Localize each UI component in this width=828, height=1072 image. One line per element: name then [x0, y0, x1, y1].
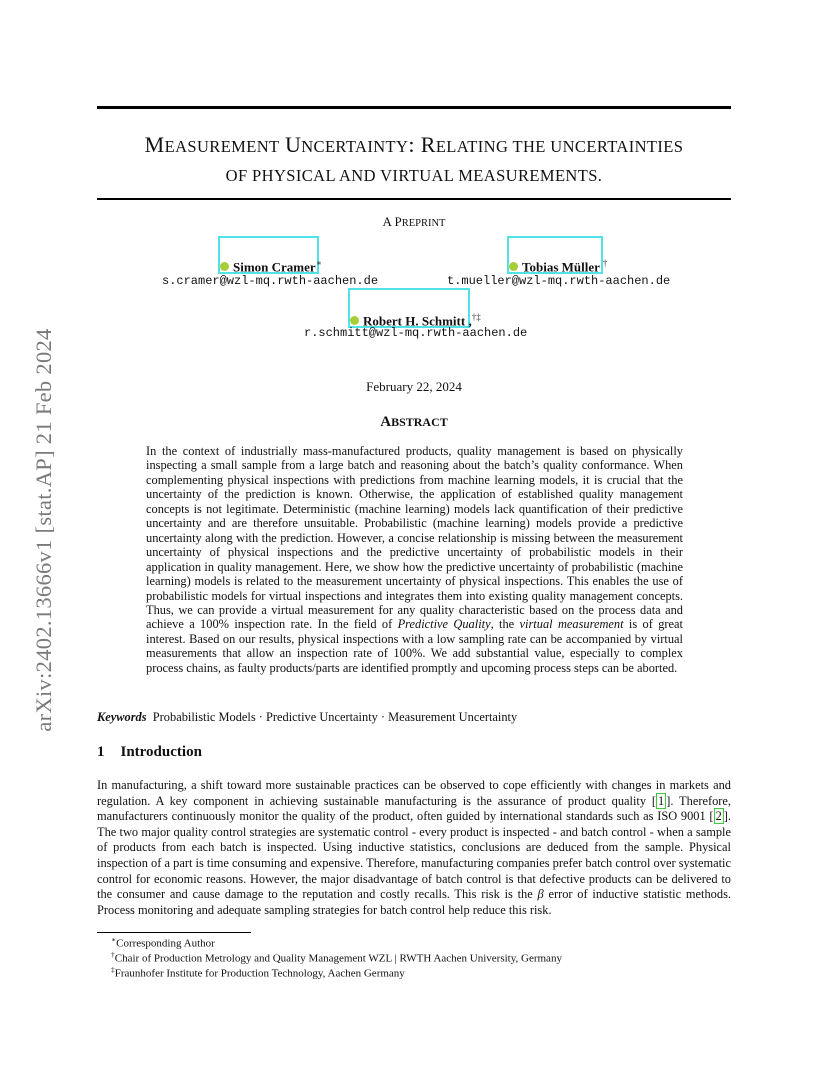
title-bottom-rule: [97, 198, 731, 200]
paper-title: [97, 130, 731, 190]
title-word-3: ELATING THE UNCERTAINTIES: [435, 137, 684, 156]
author-1-mark: ∗: [315, 258, 322, 268]
publication-date: February 22, 2024: [366, 379, 462, 394]
abstract-heading-cap: A: [380, 414, 392, 430]
footnote-2-mark: †: [111, 950, 115, 959]
orcid-icon[interactable]: [509, 262, 518, 271]
title-word-2: NCERTAINTY: [301, 137, 409, 156]
author-2[interactable]: [509, 258, 607, 275]
author-1-name: Simon Cramer: [233, 259, 316, 275]
abstract-emphasis-2: virtual measurement: [519, 617, 624, 632]
author-2-email[interactable]: t.mueller@wzl-mq.rwth-aachen.de: [447, 274, 671, 288]
author-2-name: Tobias Müller: [522, 259, 600, 275]
intro-text-4: error of inductive statistic methods. Process monitoring and adequate sampling strategies for batch control help reduce this risk.: [97, 887, 731, 917]
preprint-rest: REPRINT: [401, 218, 446, 229]
footnote-3-mark: ‡: [111, 965, 115, 974]
abstract-text-3: is of great interest. Based on our results, physical inspections with a low sampling rate can be accompanied by virtual measurements that allow an inspection rate of 100%. We add substantial value, especially to complex process chains, as faulty products/parts are identified promptly and upcoming process steps can be aborted.: [146, 617, 683, 675]
title-line-2: [97, 161, 731, 190]
abstract-body: [146, 444, 683, 675]
title-cap-u: U: [284, 132, 302, 157]
footnote-3-text: Fraunhofer Institute for Production Technology, Aachen Germany: [114, 967, 405, 980]
section-title: Introduction: [120, 744, 202, 760]
footnote-3: [111, 965, 405, 980]
footnote-1-mark: ∗: [111, 935, 117, 944]
author-2-mark: †: [602, 258, 608, 268]
section-number: 1: [97, 744, 105, 760]
footnote-2: [111, 950, 562, 965]
author-3[interactable]: Robert H. Schmitt ,†‡: [350, 312, 481, 329]
top-rule: [97, 106, 731, 109]
intro-text-3: ]. The two major quality control strategies are systematic control - every product is inspected - and batch control - when a sample of products from each batch is inspected. Using inductive statistics, conclusions are deduced from the sample. Physical inspection of a part is time consuming and expensive. Therefore, manufacturing companies prefer batch control over systematic control for economic reasons. However, the major disadvantage of batch control is that defective products can be delivered to the consumer and cause damage to the reputation and costly recalls. This risk is the: [97, 809, 731, 902]
orcid-icon[interactable]: [350, 316, 359, 325]
author-3-email[interactable]: r.schmitt@wzl-mq.rwth-aachen.de: [304, 326, 528, 340]
author-3-mark: †‡: [471, 312, 481, 322]
preprint-cap: A P: [382, 214, 402, 229]
intro-text-1: In manufacturing, a shift toward more sustainable practices can be observed to cope efficiently with changes in markets and regulation. A key component in achieving sustainable manufacturing is the assurance of product quality [: [97, 778, 731, 808]
keywords: [97, 710, 517, 725]
author-1-email[interactable]: s.cramer@wzl-mq.rwth-aachen.de: [162, 274, 379, 288]
abstract-emphasis-1: Predictive Quality: [397, 617, 491, 632]
abstract-text-1: In the context of industrially mass-manufactured products, quality management is based on physically inspecting a small sample from a large batch and reasoning about the batch’s quality conformance. When complementing physical inspections with predictions from machine learning models, it is crucial that the uncertainty of the prediction is known. Otherwise, the application of established quality management concepts is not legitimate. Deterministic (machine learning) models lack quantification of their predictive uncertainty and are therefore unsuitable. Probabilistic (machine learning) models provide a predictive uncertainty along with the prediction. However, a concise relationship is missing between the measurement uncertainty of physical inspections and the predictive uncertainty of probabilistic models in their application in quality management. Here, we show how the predictive uncertainty of probabilistic (machine learning) models is related to the measurement uncertainty of physical inspections. This enables the use of probabilistic models for virtual inspections and integrates them into existing quality management concepts. Thus, we can provide a virtual measurement for any quality characteristic based on the process data and achieve a 100% inspection rate. In the field of: [146, 444, 683, 632]
keywords-text: Probabilistic Models · Predictive Uncertainty · Measurement Uncertainty: [152, 710, 518, 724]
title-line-1: [97, 130, 731, 161]
section-heading: [97, 744, 202, 761]
title-word-1: EASUREMENT: [164, 137, 280, 156]
author-1[interactable]: [220, 258, 322, 275]
title-cap-r: : R: [408, 132, 436, 157]
citation-link-2[interactable]: 2: [715, 809, 722, 824]
footnote-1: [111, 935, 215, 950]
abstract-heading: [97, 414, 731, 431]
title-cap-m: M: [144, 132, 165, 157]
footnote-2-text: Chair of Production Metrology and Quality Management WZL | RWTH Aachen University, Germany: [114, 952, 562, 965]
preprint-label: [97, 214, 731, 230]
intro-text-2: ]. Therefore, manufacturers continuously monitor the quality of the product, often guided by international standards such as ISO 9001 [: [97, 793, 731, 824]
abstract-heading-rest: BSTRACT: [391, 415, 448, 429]
author-3-name: Robert H. Schmitt: [363, 313, 466, 329]
abstract-text-2: , the: [490, 617, 520, 632]
citation-link-1[interactable]: 1: [658, 793, 665, 808]
beta-symbol: β: [537, 887, 544, 902]
footnote-rule: [97, 932, 251, 933]
title-line-2-text: OF PHYSICAL AND VIRTUAL MEASUREMENTS.: [225, 166, 603, 185]
footnote-1-text: Corresponding Author: [116, 937, 215, 950]
intro-paragraph: [97, 778, 731, 918]
keywords-label: Keywords: [97, 710, 147, 724]
orcid-icon[interactable]: [220, 262, 229, 271]
arxiv-identifier: arXiv:2402.13666v1 [stat.AP] 21 Feb 2024: [31, 328, 56, 732]
